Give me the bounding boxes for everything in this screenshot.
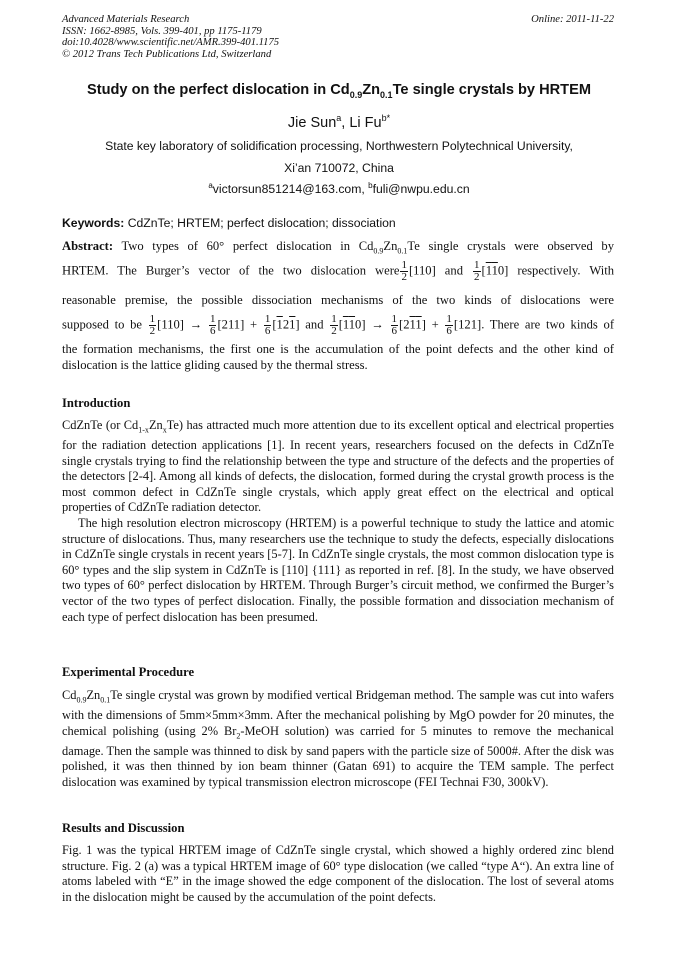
fraction: $\frac{1}{2}$ [401, 259, 407, 283]
abstract-line: the formation mechanisms, the first one is the accumulation of the point defects and the other kind of [62, 342, 614, 356]
abstract-line: supposed to be $\frac{1}{2}$ [110] → $\frac{1}{6}$ [211] + $\frac{1}{6}$ [121] and $\frac{1}{2}$ [110] → $\frac{1}{6}$ [211] + $\frac{1}{6}$ [121]. There are two kinds of [62, 313, 615, 337]
abstract-label: Abstract: [62, 239, 114, 253]
paragraph: $Cd_{0.9}Zn_{0.1}Te$ single crystal was grown by modified vertical Bridgeman method. The sample was cut into wafers with the dimensions of 5mm×5mm×3mm. After the mechanical polishing by MgO powder for 20 minutes, the chemical polishing (using 2% $Br_2$-MeOH solution) was carried for 5 minutes to remove the mechanical damage. Then the sample was thinned to disk by sand papers with the particle size of 5000#. After the disk was polished, it was then thinned by ion beam thinner (Gatan 691) to acquire the TEM sample. The perfect dislocation was examined by typical transmission electron microscope (FEI Technai F30, 300kV). [62, 688, 614, 789]
fraction: $\frac{1}{6}$ [391, 313, 398, 337]
section-heading: Experimental Procedure [62, 665, 195, 679]
section-body [62, 843, 614, 905]
section-body [62, 688, 614, 791]
abstract-line: Abstract: Two types of 60° perfect dislocation in $Cd_{0.9}Zn_{0.1}Te$ single crystals were observed by [62, 239, 614, 256]
fraction: $\frac{1}{6}$ [209, 313, 216, 337]
author-name: Li Fu [349, 114, 382, 131]
journal-issn: ISSN: 1662-8985, Vols. 399-401, pp 1175-1179 [62, 25, 262, 37]
section-body [62, 418, 614, 625]
paragraph: Fig. 1 was the typical HRTEM image of CdZnTe single crystal, which showed a highly ordered zinc blend structure. Fig. 2 (a) was a typical HRTEM image of 60° type dislocation (we called “type A“). An extra line of atoms labeled with “E” in the image showed the edge component of the dislocation. The lost of several atoms in the dislocation might be caused by the accumulation of the point defects. [62, 843, 614, 904]
journal-copyright: © 2012 Trans Tech Publications Ltd, Switzerland [62, 48, 272, 60]
paper-title: Study on the perfect dislocation in $Cd_{0.9}Zn_{0.1}Te$ single crystals by HRTEM [86, 82, 591, 100]
journal-doi: doi:10.4028/www.scientific.net/AMR.399-401.1175 [62, 37, 280, 48]
author-list: Jie Sun$^a$, Li $Fu^{b*}$ [287, 113, 391, 131]
fraction: $\frac{1}{6}$ [446, 313, 452, 337]
journal-header [62, 14, 614, 60]
section-heading: Introduction [62, 396, 131, 410]
fraction: $\frac{1}{6}$ [264, 313, 271, 337]
abstract-line: reasonable premise, the possible dissociation mechanisms of the two kinds of dislocations were [62, 293, 614, 307]
affiliation-line: State key laboratory of solidification processing, Northwestern Polytechnical University, [105, 139, 573, 153]
keywords: Keywords: CdZnTe; HRTEM; perfect dislocation; dissociation [62, 216, 396, 230]
fraction: $\frac{1}{2}$ [149, 313, 156, 337]
author-emails: $^a$victorsun851214@163.com, $^b$fuli@nwpu.edu.cn [208, 181, 470, 197]
paragraph: CdZnTe (or $Cd_{1-x}Zn_xTe$) has attracted much more attention due to its excellent optical and electrical properties for the radiation detection applications [1]. In recent years, researchers focused on the defects in CdZnTe single crystals trying to find the relationship between the type and structure of the defects and the properties of the detectors [2-4]. Among all kinds of defects, the dislocation, formed during the crystal growth process is the most common defect in CdZnTe single crystals, which apply great effect on the electrical and optical properties of CdZnTe radiation detector. [62, 418, 615, 515]
fraction: $\frac{1}{2}$ [331, 313, 337, 337]
affiliation-line: Xi’an 710072, China [284, 161, 394, 175]
abstract-line: HRTEM. The Burger’s vector of the two dislocation were $\frac{1}{2}$ [110] and $\frac{1}{2}$ [110] respectively. With [62, 259, 615, 283]
author-name: Jie Sun [287, 114, 337, 131]
paragraph: The high resolution electron microscopy (HRTEM) is a powerful technique to study the lattice and atomic structure of dislocations. Thus, many researchers use the technique to study the defects, especially dislocations in CdZnTe single crystals in recent years [5-7]. In CdZnTe single crystals, the most common dislocation type is 60° types and the slip system in CdZnTe is [110] {111} as reported in ref. [8]. In the study, we have observed two types of 60° perfect dislocation by HRTEM. Through Burger’s circuit method, we confirmed the Burger’s vector of the two types of perfect dislocation. Finally, the possible formation and dissociation mechanism of each type of perfect dislocation has been presumed. [62, 516, 614, 624]
online-date: Online: 2011-11-22 [531, 14, 614, 25]
abstract-line: dislocation is the lattice gliding caused by the thermal stress. [62, 358, 368, 372]
section-heading: Results and Discussion [62, 821, 185, 835]
fraction: $\frac{1}{2}$ [474, 259, 480, 283]
journal-name: Advanced Materials Research [62, 14, 190, 25]
